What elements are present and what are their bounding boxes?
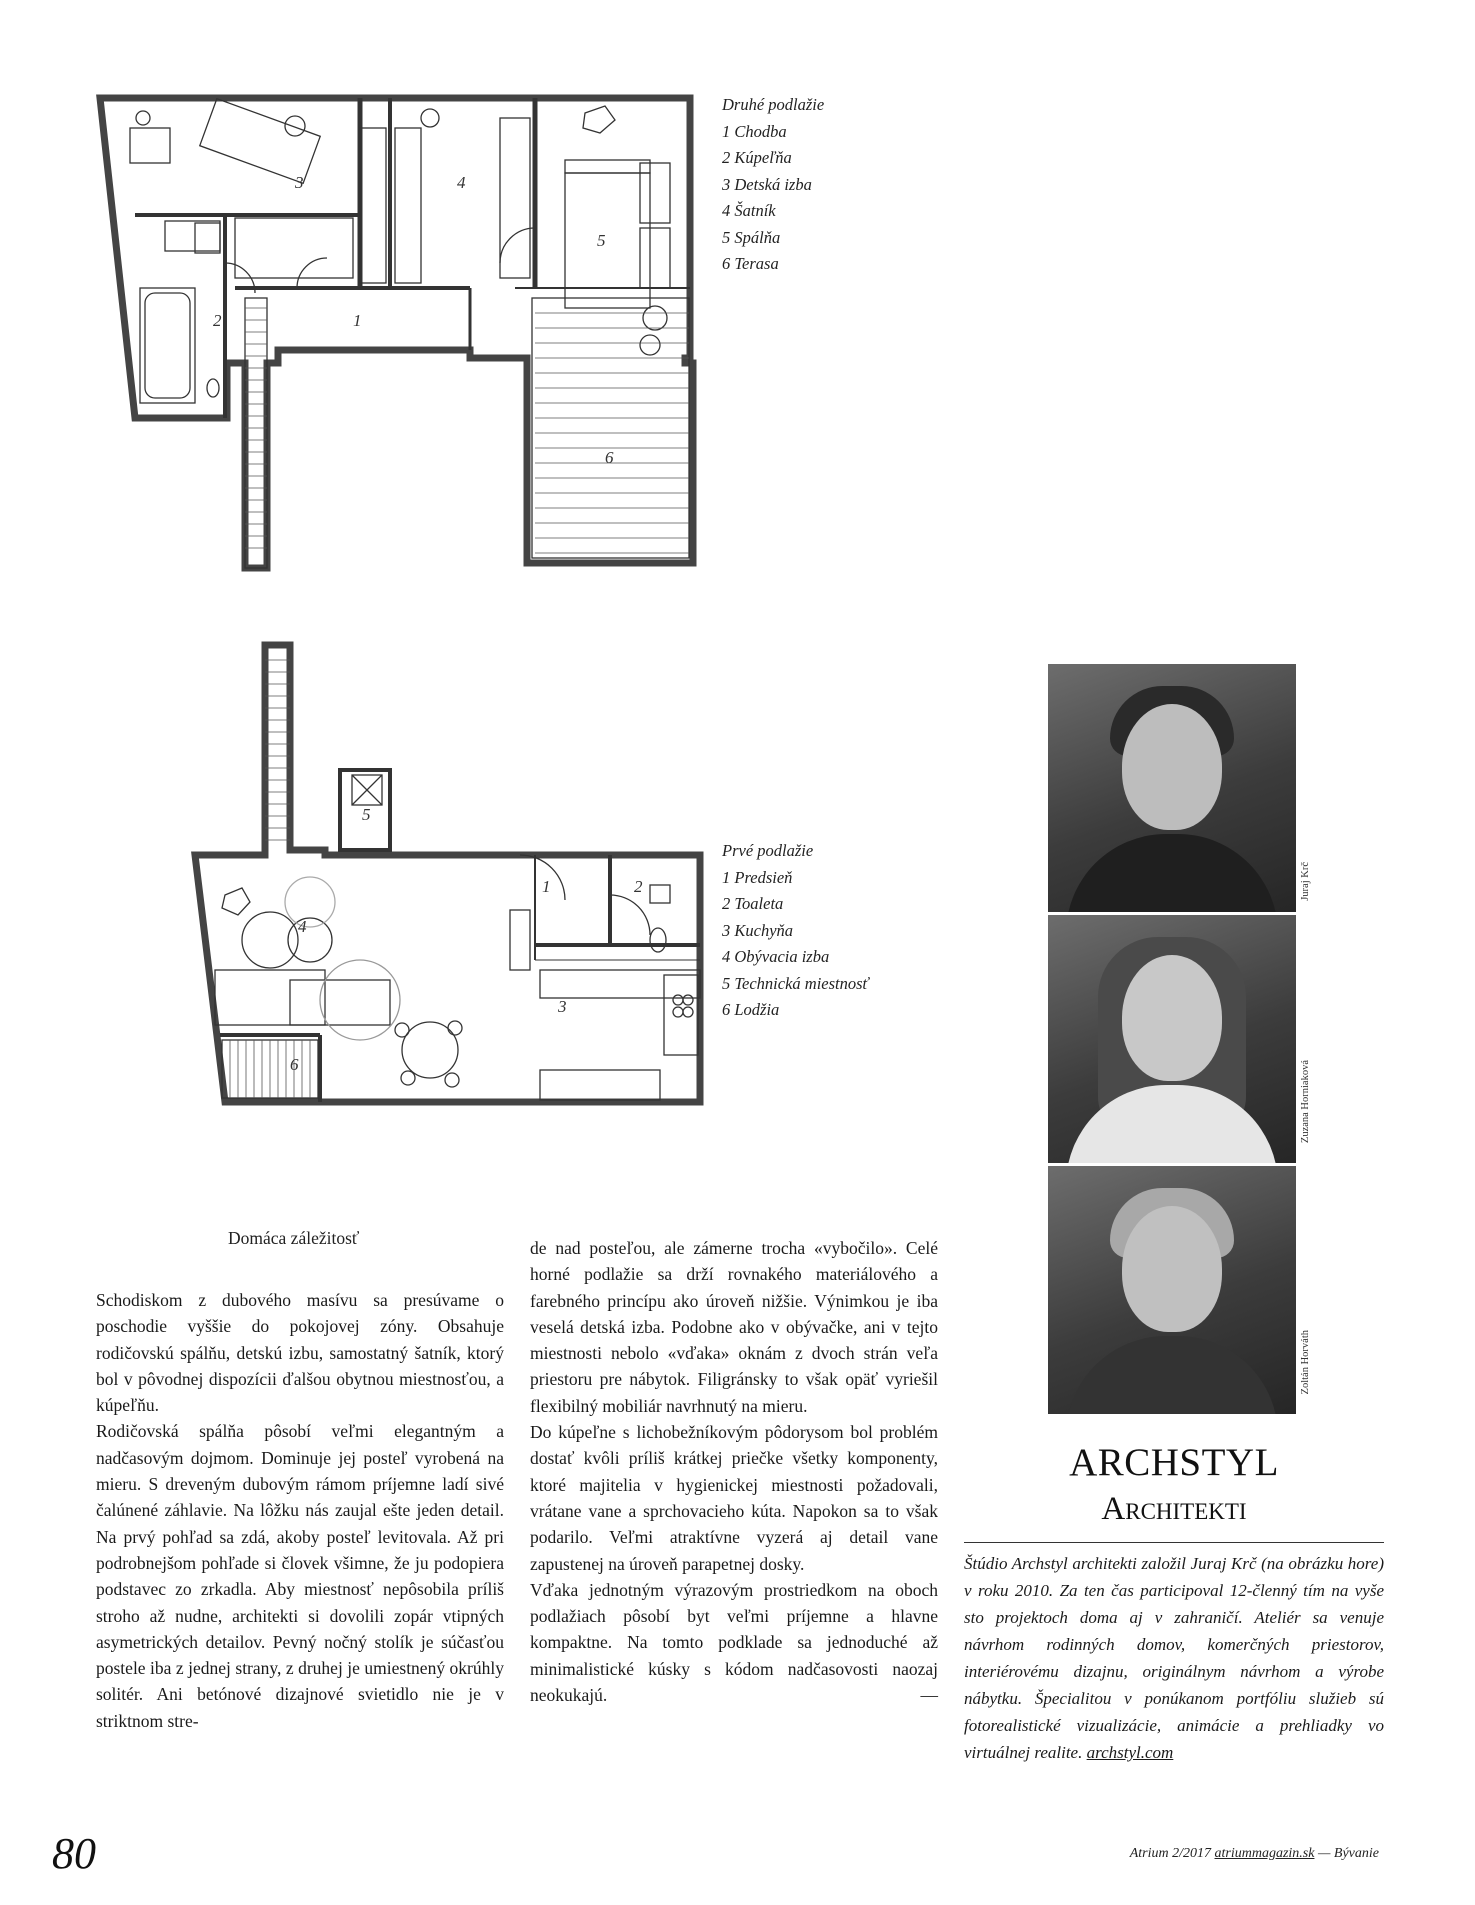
portrait-body	[1066, 1336, 1278, 1414]
portrait-body	[1066, 834, 1278, 912]
legend-item: 6 Terasa	[722, 254, 779, 273]
paragraph: de nad posteľou, ale zámerne trocha «vybočilo». Celé horné podlažie sa drží rovnakého materiálového a farebného princípu ako úroveň nižšie. Výnimkou je iba veselá detská izba. Podobne ako v obývačke, ani v tejto miestnosti nebolo «vďaka» oknám z dvoch strán veľa priestoru pre nábytok. Filigránsky to však opäť vyriešil flexibilný mobiliár navrhnutý na mieru.	[530, 1238, 938, 1416]
article-heading: Domáca záležitosť	[228, 1228, 360, 1248]
studio-description-text: Štúdio Archstyl architekti založil Juraj Krč (na obrázku hore) v roku 2010. Za ten čas participoval 12-členný tím na vyše sto projektoch doma aj v zahraničí. Ateliér sa venuje návrhom rodinných domov, komerčných priestorov, interiérovému dizajnu, originálnym návrhom a výrobe nábytku. Špecialitou v ponúkanom portfóliu služieb sú fotorealistické vizualizácie, animácie a prehliadky vo virtuálnej realite.	[964, 1554, 1384, 1762]
plan-label: 4	[298, 917, 307, 936]
portrait-face	[1122, 704, 1222, 830]
legend-title: Druhé podlažie	[722, 95, 825, 114]
plan-label: 2	[213, 311, 222, 330]
paragraph: Do kúpeľne s lichobežníkovým pôdorysom bol problém dostať kvôli príliš krátkej priečke všetky komponenty, ktoré majitelia v hygienickej miestnosti požadovali, vrátane vane a sprchovacieho kúta. Napokon sa to však podarilo. Veľmi atraktívne vyzerá aj detail vane zapustenej na úroveň parapetnej dosky.	[530, 1422, 938, 1574]
paragraph: Rodičovská spálňa pôsobí veľmi elegantným a nadčasovým dojmom. Dominuje jej posteľ vyrobená na mieru. S dreveným dubovým rámom príjemne ladí sivé čalúnené záhlavie. Na lôžku nás zaujal ešte jeden detail. Na prvý pohľad sa zdá, akoby posteľ levitovala. Až pri podrobnejšom pohľade si človek všimne, že ju podopiera podstavec zo zrkadla. Aby miestnosť nepôsobila príliš stroho až nudne, architekti si dovolili zopár vtipných asymetrických detailov. Pevný nočný stolík je súčasťou postele iba z jednej strany, z druhej je umiestnený okrúhly solitér. Ani betónové dizajnové svietidlo nie je v striktnom stre-	[96, 1421, 504, 1731]
legend-item: 5 Technická miestnosť	[722, 973, 869, 993]
portrait-column	[1048, 664, 1296, 1417]
photo-credit: Juraj Krč	[1300, 862, 1311, 901]
studio-description	[964, 1550, 1384, 1766]
paragraph: Schodiskom z dubového masívu sa presúvame o poschodie vyššie do pokojovej zóny. Obsahuje rodičovskú spálňu, detskú izbu, samostatný šatník, ktorý bol v pôvodnej dispozícii ďalšou obytnou miestnosťou, a kúpeľňu.	[96, 1290, 504, 1416]
portrait-zuzana-horniakova	[1048, 915, 1296, 1163]
studio-link[interactable]: archstyl.com	[1086, 1743, 1174, 1762]
divider	[964, 1542, 1384, 1543]
legend-item: 6 Lodžia	[722, 1000, 780, 1019]
plan-label: 5	[597, 231, 606, 250]
studio-name: ARCHSTYL	[1069, 1441, 1279, 1484]
legend-item: 2 Toaleta	[722, 894, 784, 913]
plan-label: 4	[457, 173, 466, 192]
plan-label: 6	[290, 1055, 299, 1074]
legend-title: Prvé podlažie	[722, 841, 814, 860]
legend-item: 2 Kúpeľňa	[722, 148, 792, 167]
legend-item: 1 Predsieň	[722, 867, 793, 887]
portrait-face	[1122, 955, 1222, 1081]
studio-subtitle: Architekti	[1101, 1491, 1247, 1527]
legend-item: 4 Šatník	[722, 201, 776, 220]
footer-site-link[interactable]: atriummagazin.sk	[1214, 1846, 1315, 1861]
legend-item: 5 Spálňa	[722, 227, 781, 247]
plan-label: 6	[605, 448, 614, 467]
plan-label: 3	[558, 997, 567, 1016]
upper-floor-legend	[722, 92, 824, 278]
lower-floor-plan	[180, 640, 710, 1120]
footer	[1130, 1846, 1379, 1862]
legend-item: 3 Detská izba	[722, 174, 812, 194]
portrait-zoltan-horvath	[1048, 1166, 1296, 1414]
lower-floor-legend	[722, 838, 869, 1024]
article-column-2	[530, 1235, 938, 1708]
legend-item: 1 Chodba	[722, 121, 787, 141]
footer-section: — Bývanie	[1317, 1846, 1379, 1861]
plan-label: 1	[353, 311, 362, 330]
upper-floor-plan	[95, 88, 705, 578]
article-column-1	[96, 1287, 504, 1734]
paragraph: Vďaka jednotným výrazovým prostriedkom na oboch podlažiach pôsobí byt veľmi príjemne a hlavne kompaktne. Na tomto podklade sa jednoduché až minimalistické kúsky s kódom nadčasovosti naozaj neokukajú.	[530, 1579, 938, 1706]
portrait-face	[1122, 1206, 1222, 1332]
portrait-juraj-krc	[1048, 664, 1296, 912]
footer-magazine: Atrium 2/2017	[1129, 1846, 1212, 1861]
end-mark: —	[920, 1685, 938, 1706]
photo-credit: Zoltán Horváth	[1300, 1330, 1311, 1395]
plan-label: 2	[634, 877, 643, 896]
plan-label: 3	[295, 173, 304, 192]
plan-label: 1	[542, 877, 551, 896]
plan-label: 5	[362, 805, 371, 824]
legend-item: 4 Obývacia izba	[722, 947, 830, 966]
photo-credit: Zuzana Horniaková	[1300, 1060, 1311, 1144]
page-number: 80	[52, 1829, 96, 1878]
legend-item: 3 Kuchyňa	[722, 920, 794, 940]
